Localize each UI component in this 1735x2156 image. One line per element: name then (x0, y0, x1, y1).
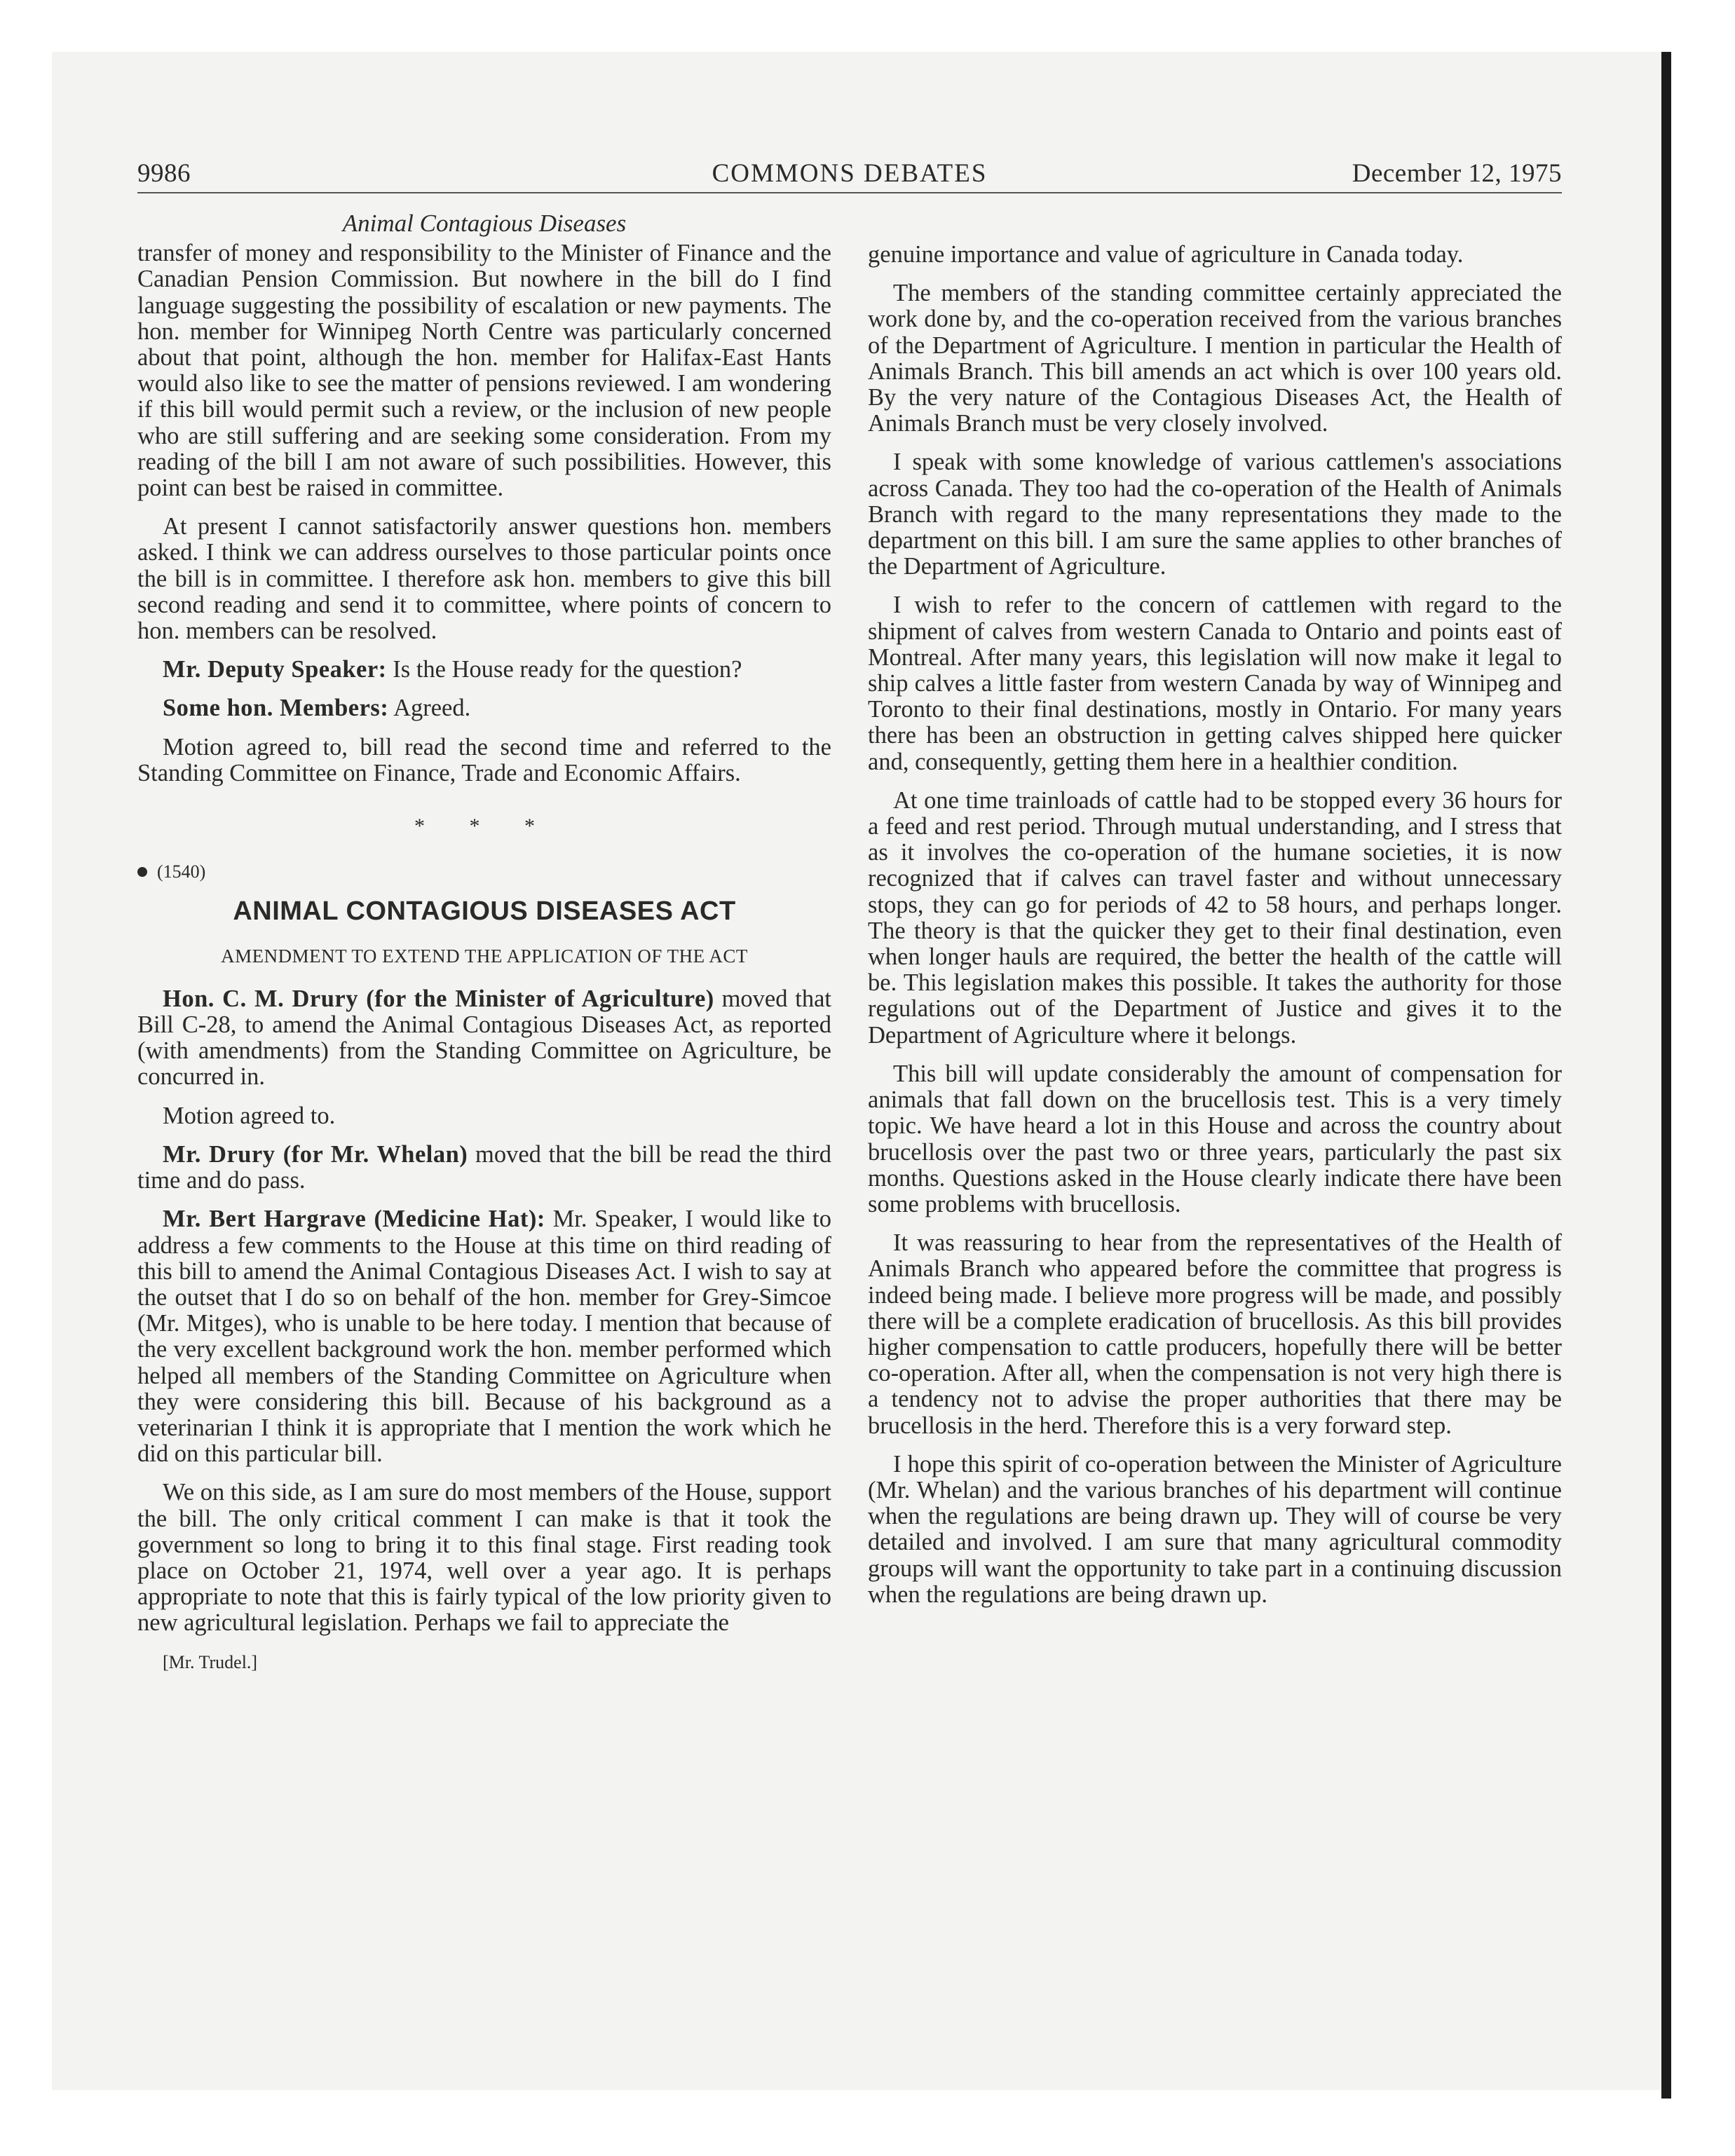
speaker-paragraph (137, 695, 831, 721)
paragraph: genuine importance and value of agriculture in Canada today. (868, 241, 1464, 268)
speaker-attribution-tag: [Mr. Trudel.] (163, 1651, 258, 1672)
paragraph: I wish to refer to the concern of cattlemen with regard to the shipment of calves from western Canada to Ontario and points east of Montreal. After many years, this legislation will now make it legal to ship calves a little faster from western Canada by way of Winnipeg and Toronto to their final destinations, mostly in Ontario. For many years there has been an obstruction in getting calves shipped here quicker and, consequently, getting them here in a healthier condition. (868, 592, 1562, 775)
timestamp-text: (1540) (157, 861, 206, 882)
page-header (137, 158, 1562, 193)
speaker-name: Mr. Bert Hargrave (Medicine Hat): (163, 1206, 545, 1233)
paragraph: Motion agreed to. (163, 1102, 336, 1129)
section-subtitle: AMENDMENT TO EXTEND THE APPLICATION OF THE ACT (221, 945, 748, 967)
right-column (868, 242, 1562, 1621)
speech-text: Agreed. (388, 695, 471, 722)
page-number: 9986 (137, 159, 191, 188)
speech-text: Is the House ready for the question? (386, 656, 742, 683)
binding-edge (1661, 52, 1671, 2099)
speaker-paragraph (137, 986, 831, 1091)
header-rule (137, 192, 1562, 193)
paragraph: I speak with some knowledge of various cattlemen's associations across Canada. They too had the co-operation of the Health of Animals Branch with regard to the many representations they made to the department on this bill. I am sure the same applies to other branches of the Department of Agriculture. (868, 449, 1562, 580)
section-break-stars: * * * (414, 814, 554, 838)
speech-text: Mr. Speaker, I would like to address a few comments to the House at this time on third reading of this bill to amend the Animal Contagious Diseases Act. I wish to say at the outset that I do so on behalf of the hon. member for Grey-Simcoe (Mr. Mitges), who is unable to be here today. I mention that because of the very excellent background work the hon. member performed which helped all members of the Standing Committee on Agriculture when they were considering this bill. Because of his background as a veterinarian I think it is appropriate that I mention the work which he did on this particular bill. (137, 1206, 831, 1468)
paragraph: It was reassuring to hear from the representatives of the Health of Animals Branch who appeared before the committee that progress is indeed being made. I believe more progress will be made, and possibly there will be a complete eradication of brucellosis. As this bill provides higher compensation to cattle producers, hopefully there will be better co-operation. After all, when the compensation is not very high there is a tendency not to advise the proper authorities that there may be brucellosis in the herd. Therefore this is a very forward step. (868, 1229, 1562, 1439)
running-head: Animal Contagious Diseases (342, 210, 627, 237)
speech-text: moved that the bill be read the third time and do pass. (137, 1140, 831, 1194)
paragraph: At present I cannot satisfactorily answer questions hon. members asked. I think we can address ourselves to those particular points once the bill is in committee. I therefore ask hon. members to give this bill second reading and send it to committee, where points of concern to hon. members can be resolved. (137, 513, 831, 645)
speech-text: moved that Bill C-28, to amend the Animal Contagious Diseases Act, as reported (with amendments) from the Standing Committee on Agriculture, be concurred in. (137, 985, 831, 1091)
left-column (137, 210, 831, 1675)
speaker-name: Mr. Deputy Speaker: (163, 656, 387, 683)
paragraph: I hope this spirit of co-operation between the Minister of Agriculture (Mr. Whelan) and the various branches of his department will continue when the regulations are being drawn up. They will of course be very detailed and involved. I am sure that many agricultural commodity groups will want the opportunity to take part in a continuing discussion when the regulations are being drawn up. (868, 1450, 1562, 1608)
speaker-paragraph (137, 657, 831, 683)
paragraph: This bill will update considerably the amount of compensation for animals that fall down on the brucellosis test. This is a very timely topic. We have heard a lot in this House and across the country about brucellosis over the past two or three years, particularly the past six months. Questions asked in the House clearly indicate there have been some problems with brucellosis. (868, 1060, 1562, 1217)
paragraph: At one time trainloads of cattle had to be stopped every 36 hours for a feed and rest period. Through mutual understanding, and I stress that as it involves the co-operation of the humane societies, it is now recognized that if calves can travel faster and without unnecessary stops, they can go for periods of 42 to 58 hours, and perhaps longer. The theory is that the quicker they get to their final destination, even when longer hauls are required, the better the health of the cattle will be. This legislation makes this possible. It takes the authority for those regulations out of the Department of Justice and gives it to the Department of Agriculture where it belongs. (868, 786, 1562, 1049)
timestamp (137, 859, 831, 885)
paragraph: transfer of money and responsibility to the Minister of Finance and the Canadian Pension Commission. But nowhere in the bill do I find language suggesting the possibility of escalation or new payments. The hon. member for Winnipeg North Centre was particularly concerned about that point, although the hon. member for Halifax-East Hants would also like to see the matter of pensions reviewed. I am wondering if this bill would permit such a review, or the inclusion of new people who are still suffering and are seeking some consideration. From my reading of the bill I am not aware of such possibilities. However, this point can best be raised in committee. (137, 240, 831, 502)
paragraph: The members of the standing committee certainly appreciated the work done by, and the co-operation received from the various branches of the Department of Agriculture. I mention in particular the Health of Animals Branch. This bill amends an act which is over 100 years old. By the very nature of the Contagious Diseases Act, the Health of Animals Branch must be very closely involved. (868, 280, 1562, 437)
speaker-name: Some hon. Members: (163, 695, 389, 722)
speaker-name: Hon. C. M. Drury (for the Minister of Agriculture) (163, 985, 714, 1012)
page-date: December 12, 1975 (1352, 159, 1562, 188)
paragraph: We on this side, as I am sure do most members of the House, support the bill. The only critical comment I can make is that it took the government so long to bring it to this final stage. First reading took place on October 21, 1974, well over a year ago. It is perhaps appropriate to note that this is fairly typical of the low priority given to new agricultural legislation. Perhaps we fail to appreciate the (137, 1479, 831, 1637)
speaker-paragraph (137, 1206, 831, 1467)
speaker-name: Mr. Drury (for Mr. Whelan) (163, 1140, 468, 1168)
bullet-icon (137, 867, 147, 877)
speaker-paragraph (137, 1142, 831, 1194)
publication-title: COMMONS DEBATES (712, 159, 988, 188)
section-title: ANIMAL CONTAGIOUS DISEASES ACT (233, 896, 736, 927)
paragraph: Motion agreed to, bill read the second time and referred to the Standing Committee on Finance, Trade and Economic Affairs. (137, 733, 831, 786)
